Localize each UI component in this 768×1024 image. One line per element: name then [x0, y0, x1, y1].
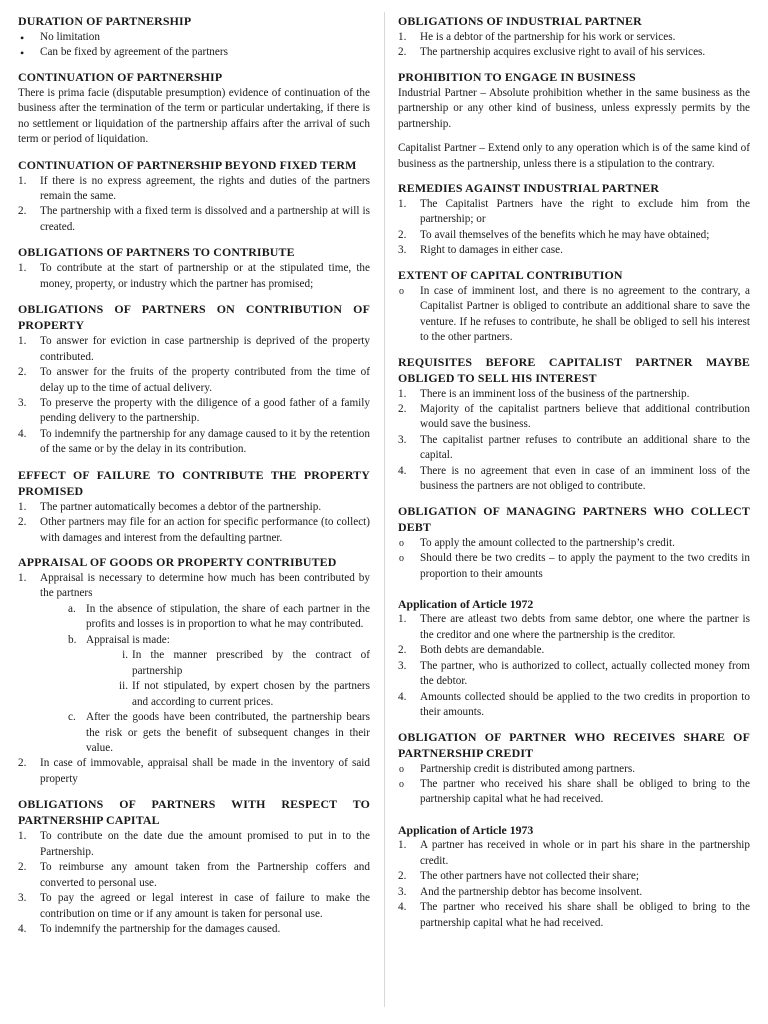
numbered-list [18, 756, 370, 787]
numbered-list [18, 571, 370, 602]
section-continuation [18, 70, 370, 148]
roman-list [18, 648, 370, 710]
list-item: 3. The partner, who is authorized to collect, actually collected money from the debtor. [398, 659, 750, 688]
section-requisites [398, 355, 750, 495]
lettered-list [18, 710, 370, 756]
list-item: o To apply the amount collected to the partnership’s credit. [399, 536, 675, 549]
list-item: 2. Both debts are demandable. [398, 644, 545, 657]
list-item: • Can be fixed by agreement of the partners [20, 46, 228, 61]
list-item: 2. The other partners have not collected their share; [398, 870, 639, 883]
section-duration [18, 14, 370, 61]
list-item: 3. To preserve the property with the diligence of a good father of a family pending delivery to the partnership. [18, 396, 370, 425]
section-heading: OBLIGATION OF MANAGING PARTNERS WHO COLLECT DEBT [398, 503, 750, 534]
left-column [18, 14, 370, 944]
list-item: 4. Amounts collected should be applied to the two credits in proportion to their amounts. [398, 690, 750, 719]
numbered-list [398, 197, 750, 259]
list-item: 1. He is a debtor of the partnership for his work or services. [398, 30, 676, 43]
bullet-list [398, 284, 750, 346]
list-item: 1. There are atleast two debts from same debtor, one where the partner is the creditor and one where the partnership is the creditor. [398, 613, 750, 641]
bullet-icon: • [20, 46, 25, 61]
list-item: ii. If not stipulated, by expert chosen by the partners and according to current prices. [118, 680, 370, 708]
paragraph: Industrial Partner – Absolute prohibition whether in the same business as the partnership or any other kind of business, unless expressly permits by the partnership. [398, 86, 750, 130]
right-column [398, 14, 750, 938]
list-item: c. After the goods have been contributed, the partnership bears the risk or gets the benefit of subsequent changes in their value. [68, 711, 370, 754]
list-item: 2. To answer for the fruits of the property contributed from the time of delay up to the time of actual delivery. [18, 366, 370, 394]
list-item: 3. And the partnership debtor has become insolvent. [398, 885, 643, 898]
column-divider [384, 12, 385, 1007]
numbered-list [398, 387, 750, 495]
section-heading: CONTINUATION OF PARTNERSHIP [18, 69, 223, 84]
section-extent [398, 268, 750, 346]
bullet-list [18, 30, 370, 61]
circle-bullet-icon: o [399, 285, 404, 297]
section-heading: CONTINUATION OF PARTNERSHIP BEYOND FIXED TERM [18, 157, 357, 172]
list-item: 1. The partner automatically becomes a debtor of the partnership. [18, 500, 322, 513]
list-item: 1. The Capitalist Partners have the right to exclude him from the partnership; or [398, 198, 750, 226]
section-heading: OBLIGATIONS OF PARTNERS TO CONTRIBUTE [18, 245, 295, 260]
numbered-list [18, 334, 370, 458]
list-item: o Partnership credit is distributed among partners. [399, 762, 635, 775]
section-beyond-fixed-term [18, 158, 370, 236]
paragraph: There is prima facie (disputable presumption) evidence of continuation of the business after the termination of the term or particular undertaking, if there is no settlement or liquidation of the partnership affairs after the arrival of such term or period of liquidation. [18, 86, 370, 146]
list-item: 2. To reimburse any amount taken from the Partnership coffers and converted to personal use. [18, 861, 370, 889]
list-item: 1. A partner has received in whole or in part his share in the partnership credit. [398, 839, 750, 867]
section-contribute [18, 245, 370, 292]
list-item: 1. There is an imminent loss of the business of the partnership. [398, 387, 690, 400]
list-item: 1. Appraisal is necessary to determine how much has been contributed by the partners [18, 572, 370, 600]
section-heading: REMEDIES AGAINST INDUSTRIAL PARTNER [398, 181, 660, 196]
list-item: 2. In case of immovable, appraisal shall be made in the inventory of said property [18, 757, 370, 785]
section-heading: OBLIGATION OF PARTNER WHO RECEIVES SHARE OF PARTNERSHIP CREDIT [398, 729, 750, 760]
section-heading: EXTENT OF CAPITAL CONTRIBUTION [398, 267, 623, 282]
section-heading: APPRAISAL OF GOODS OR PROPERTY CONTRIBUTED [18, 555, 337, 570]
list-item: • No limitation [20, 30, 100, 45]
circle-bullet-icon: o [399, 763, 404, 775]
list-item: 4. The partner who received his share shall be obliged to bring to the partnership capital what he had received. [398, 901, 750, 929]
list-item: 4. To indemnify the partnership for any damage caused to it by the retention of the same or by the delay in its contribution. [18, 427, 370, 456]
list-item: a. In the absence of stipulation, the share of each partner in the profits and losses is in proportion to what he may contributed. [68, 602, 370, 631]
numbered-list [18, 829, 370, 937]
section-heading: REQUISITES BEFORE CAPITALIST PARTNER MAYBE OBLIGED TO SELL HIS INTEREST [398, 354, 750, 385]
numbered-list [398, 612, 750, 720]
list-item: o Should there be two credits – to apply the payment to the two credits in proportion to their amounts [399, 552, 750, 580]
list-item: b. Appraisal is made: [68, 633, 170, 646]
list-item: o In case of imminent lost, and there is no agreement to the contrary, a Capitalist Partner is obliged to contribute an additional share to save the venture. If he refuses to contribute, he shall be obliged to sell his interest to the other partners. [399, 284, 750, 344]
list-item: 2. The partnership acquires exclusive right to avail of his services. [398, 46, 706, 59]
numbered-list [398, 838, 750, 931]
bullet-list [398, 762, 750, 808]
list-item: 2. Other partners may file for an action for specific performance (to collect) with damages and interest from the defaulting partner. [18, 516, 370, 544]
list-item: 2. The partnership with a fixed term is dissolved and a partnership at will is created. [18, 205, 370, 233]
circle-bullet-icon: o [399, 779, 404, 790]
section-heading: PROHIBITION TO ENGAGE IN BUSINESS [398, 69, 636, 84]
bullet-list [398, 536, 750, 582]
list-item: 2. To avail themselves of the benefits which he may have obtained; [398, 228, 710, 241]
numbered-list [18, 174, 370, 236]
section-managing-partners [398, 504, 750, 582]
paragraph: Capitalist Partner – Extend only to any operation which is of the same kind of business as the partnership, unless there is a stipulation to the contrary. [398, 142, 750, 170]
section-heading: OBLIGATIONS OF INDUSTRIAL PARTNER [398, 14, 642, 28]
section-article-1972 [398, 596, 750, 721]
section-heading: OBLIGATIONS OF PARTNERS ON CONTRIBUTION OF PROPERTY [18, 302, 370, 333]
section-heading: OBLIGATIONS OF PARTNERS WITH RESPECT TO PARTNERSHIP CAPITAL [18, 797, 370, 828]
bullet-icon: • [20, 30, 25, 45]
list-item: 3. The capitalist partner refuses to contribute an additional share to the capital. [398, 433, 750, 462]
list-item: 3. To pay the agreed or legal interest in case of failure to make the contribution on time or if any amount is taken for personal use. [18, 892, 370, 920]
list-item: 4. There is no agreement that even in case of an imminent loss of the business the partners are not obliged to contribute. [398, 464, 750, 493]
numbered-list [398, 30, 750, 61]
section-capital [18, 797, 370, 937]
numbered-list [18, 261, 370, 292]
section-heading: EFFECT OF FAILURE TO CONTRIBUTE THE PROPERTY PROMISED [18, 467, 370, 498]
list-item: i. In the manner prescribed by the contract of partnership [122, 649, 370, 677]
subsection-heading: Application of Article 1972 [398, 596, 534, 611]
section-industrial-partner [398, 14, 750, 61]
lettered-list [18, 602, 370, 648]
section-remedies [398, 181, 750, 259]
subsection-heading: Application of Article 1973 [398, 822, 534, 837]
circle-bullet-icon: o [399, 537, 404, 549]
section-appraisal [18, 555, 370, 787]
section-failure [18, 468, 370, 546]
list-item: 2. Majority of the capitalist partners believe that additional contribution would save the business. [398, 402, 750, 431]
list-item: 4. To indemnify the partnership for the damages caused. [18, 922, 281, 935]
section-property [18, 302, 370, 458]
section-article-1973 [398, 822, 750, 931]
section-heading: DURATION OF PARTNERSHIP [18, 14, 192, 28]
numbered-list [18, 500, 370, 546]
list-item: 1. If there is no express agreement, the rights and duties of the partners remain the same. [18, 174, 370, 203]
section-prohibition [398, 70, 750, 172]
circle-bullet-icon: o [399, 553, 404, 565]
list-item: 1. To contribute at the start of partnership or at the stipulated time, the money, property, or industry which the partner has promised; [18, 262, 370, 290]
list-item: o The partner who received his share shall be obliged to bring to the partnership capital what he had received. [399, 778, 750, 806]
section-receives-share [398, 730, 750, 808]
list-item: 1. To contribute on the date due the amount promised to put in to the Partnership. [18, 830, 370, 858]
list-item: 1. To answer for eviction in case partnership is deprived of the property contributed. [18, 335, 370, 363]
list-item: 3. Right to damages in either case. [398, 244, 563, 257]
